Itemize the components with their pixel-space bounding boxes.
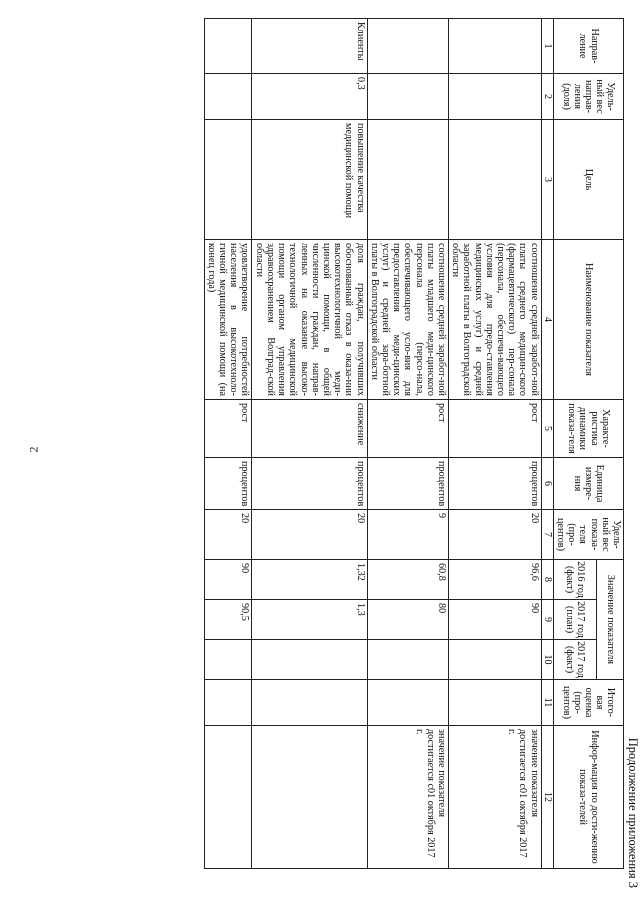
cell-weight: 20 bbox=[448, 510, 541, 560]
header-2016-fact: 2016 год (факт) bbox=[553, 560, 597, 600]
cell-goal bbox=[448, 120, 541, 240]
cell-2017-fact bbox=[367, 640, 448, 680]
cell-weight: 20 bbox=[252, 510, 367, 560]
header-dynamics: Характе-ристика динамики показа-теля bbox=[553, 400, 623, 458]
table-row bbox=[252, 19, 367, 869]
column-number: 6 bbox=[541, 458, 553, 510]
cell-unit: процентов bbox=[367, 458, 448, 510]
cell-goal bbox=[367, 120, 448, 240]
cell-2016-fact: 90 bbox=[204, 560, 252, 600]
header-info: Инфор-мация по дости-жению показа-телей bbox=[553, 726, 623, 869]
cell-dynamics: рост bbox=[367, 400, 448, 458]
cell-dynamics: рост bbox=[448, 400, 541, 458]
table-row bbox=[448, 19, 541, 869]
appendix-label: Продолжение приложения 3 bbox=[626, 737, 640, 888]
header-2017-fact: 2017 год (факт) bbox=[553, 640, 597, 680]
cell-goal bbox=[204, 120, 252, 240]
cell-2017-plan: 90,5 bbox=[204, 600, 252, 640]
cell-weight: 9 bbox=[367, 510, 448, 560]
cell-2016-fact: 96,6 bbox=[448, 560, 541, 600]
column-number: 10 bbox=[541, 640, 553, 680]
header-row bbox=[597, 19, 624, 869]
cell-2017-fact bbox=[204, 640, 252, 680]
cell-dynamics: рост bbox=[204, 400, 252, 458]
column-number: 3 bbox=[541, 120, 553, 240]
cell-indicator-name: соотношение средней заработ-ной платы среднего медицин-ского (фармацевтического) пер-сонала (персонала, обеспечи-вающего условия для предо-ставления медицинских услуг) и средней заработной платы в Волгоградской области bbox=[448, 240, 541, 400]
cell-2016-fact: 60,8 bbox=[367, 560, 448, 600]
cell-unit: процентов bbox=[448, 458, 541, 510]
rotated-page-content bbox=[80, 18, 640, 888]
header-goal: Цель bbox=[553, 120, 623, 240]
cell-direction bbox=[448, 19, 541, 74]
cell-total-score bbox=[204, 680, 252, 726]
header-direction: Направ-ление bbox=[553, 19, 623, 74]
cell-2017-plan: 90 bbox=[448, 600, 541, 640]
column-number: 8 bbox=[541, 560, 553, 600]
cell-direction: Клиенты bbox=[252, 19, 367, 74]
header-2017-plan: 2017 год (план) bbox=[553, 600, 597, 640]
cell-indicator-name: соотношение средней заработ-ной платы младшего меди-цинского персонала (персо-нала, обеспечивающего усло-вия для предоставления меди-цинских услуг) и средней зара-ботной платы в Волгоградской области bbox=[367, 240, 448, 400]
column-number: 9 bbox=[541, 600, 553, 640]
column-number-row bbox=[541, 19, 553, 869]
table-row bbox=[367, 19, 448, 869]
cell-direction-weight bbox=[204, 74, 252, 120]
table-row bbox=[204, 19, 252, 869]
cell-info bbox=[252, 726, 367, 869]
page-number: 2 bbox=[26, 446, 41, 453]
cell-dynamics: снижение bbox=[252, 400, 367, 458]
cell-weight: 20 bbox=[204, 510, 252, 560]
column-number: 1 bbox=[541, 19, 553, 74]
header-total-score: Итого-вая оценка (про-центов) bbox=[553, 680, 623, 726]
cell-info: значение показателя достигается с01 октября 2017 г. bbox=[448, 726, 541, 869]
cell-indicator-name: удовлетворение потребностей населения в высокотехноло-гичной медицинской помощи (на конец года) bbox=[204, 240, 252, 400]
cell-goal: повышение качества медицинской помощи bbox=[252, 120, 367, 240]
cell-direction bbox=[367, 19, 448, 74]
header-indicator-name: Наименование показателя bbox=[553, 240, 623, 400]
header-unit: Единица измере-ния bbox=[553, 458, 623, 510]
cell-info: значение показателя достигается с01 октября 2017 г. bbox=[367, 726, 448, 869]
header-indicator-weight: Удель-ный вес показа-теля (про-центов) bbox=[553, 510, 623, 560]
column-number: 7 bbox=[541, 510, 553, 560]
cell-2017-fact bbox=[252, 640, 367, 680]
cell-direction-weight bbox=[448, 74, 541, 120]
cell-direction bbox=[204, 19, 252, 74]
column-number: 4 bbox=[541, 240, 553, 400]
cell-total-score bbox=[367, 680, 448, 726]
column-number: 5 bbox=[541, 400, 553, 458]
indicators-table bbox=[204, 18, 624, 869]
cell-direction-weight bbox=[367, 74, 448, 120]
column-number: 11 bbox=[541, 680, 553, 726]
cell-2017-plan: 1,3 bbox=[252, 600, 367, 640]
cell-unit: процентов bbox=[252, 458, 367, 510]
header-value-group: Значение показателя bbox=[597, 560, 624, 680]
cell-direction-weight: 0,3 bbox=[252, 74, 367, 120]
cell-2017-plan: 80 bbox=[367, 600, 448, 640]
cell-total-score bbox=[252, 680, 367, 726]
header-direction-weight: Удель-ный вес направ-ления (доля) bbox=[553, 74, 623, 120]
cell-2016-fact: 1,32 bbox=[252, 560, 367, 600]
column-number: 12 bbox=[541, 726, 553, 869]
cell-info bbox=[204, 726, 252, 869]
column-number: 2 bbox=[541, 74, 553, 120]
cell-unit: процентов bbox=[204, 458, 252, 510]
cell-total-score bbox=[448, 680, 541, 726]
cell-2017-fact bbox=[448, 640, 541, 680]
cell-indicator-name: доля граждан, получивших обоснованный отказ в оказа-нии высокотехнологичной меди-цинской помощи, в общей численности граждан, направ-ленных на оказание высоко-технологичной медицинской помощи органом управления здравоохранением Волград-ской области bbox=[252, 240, 367, 400]
